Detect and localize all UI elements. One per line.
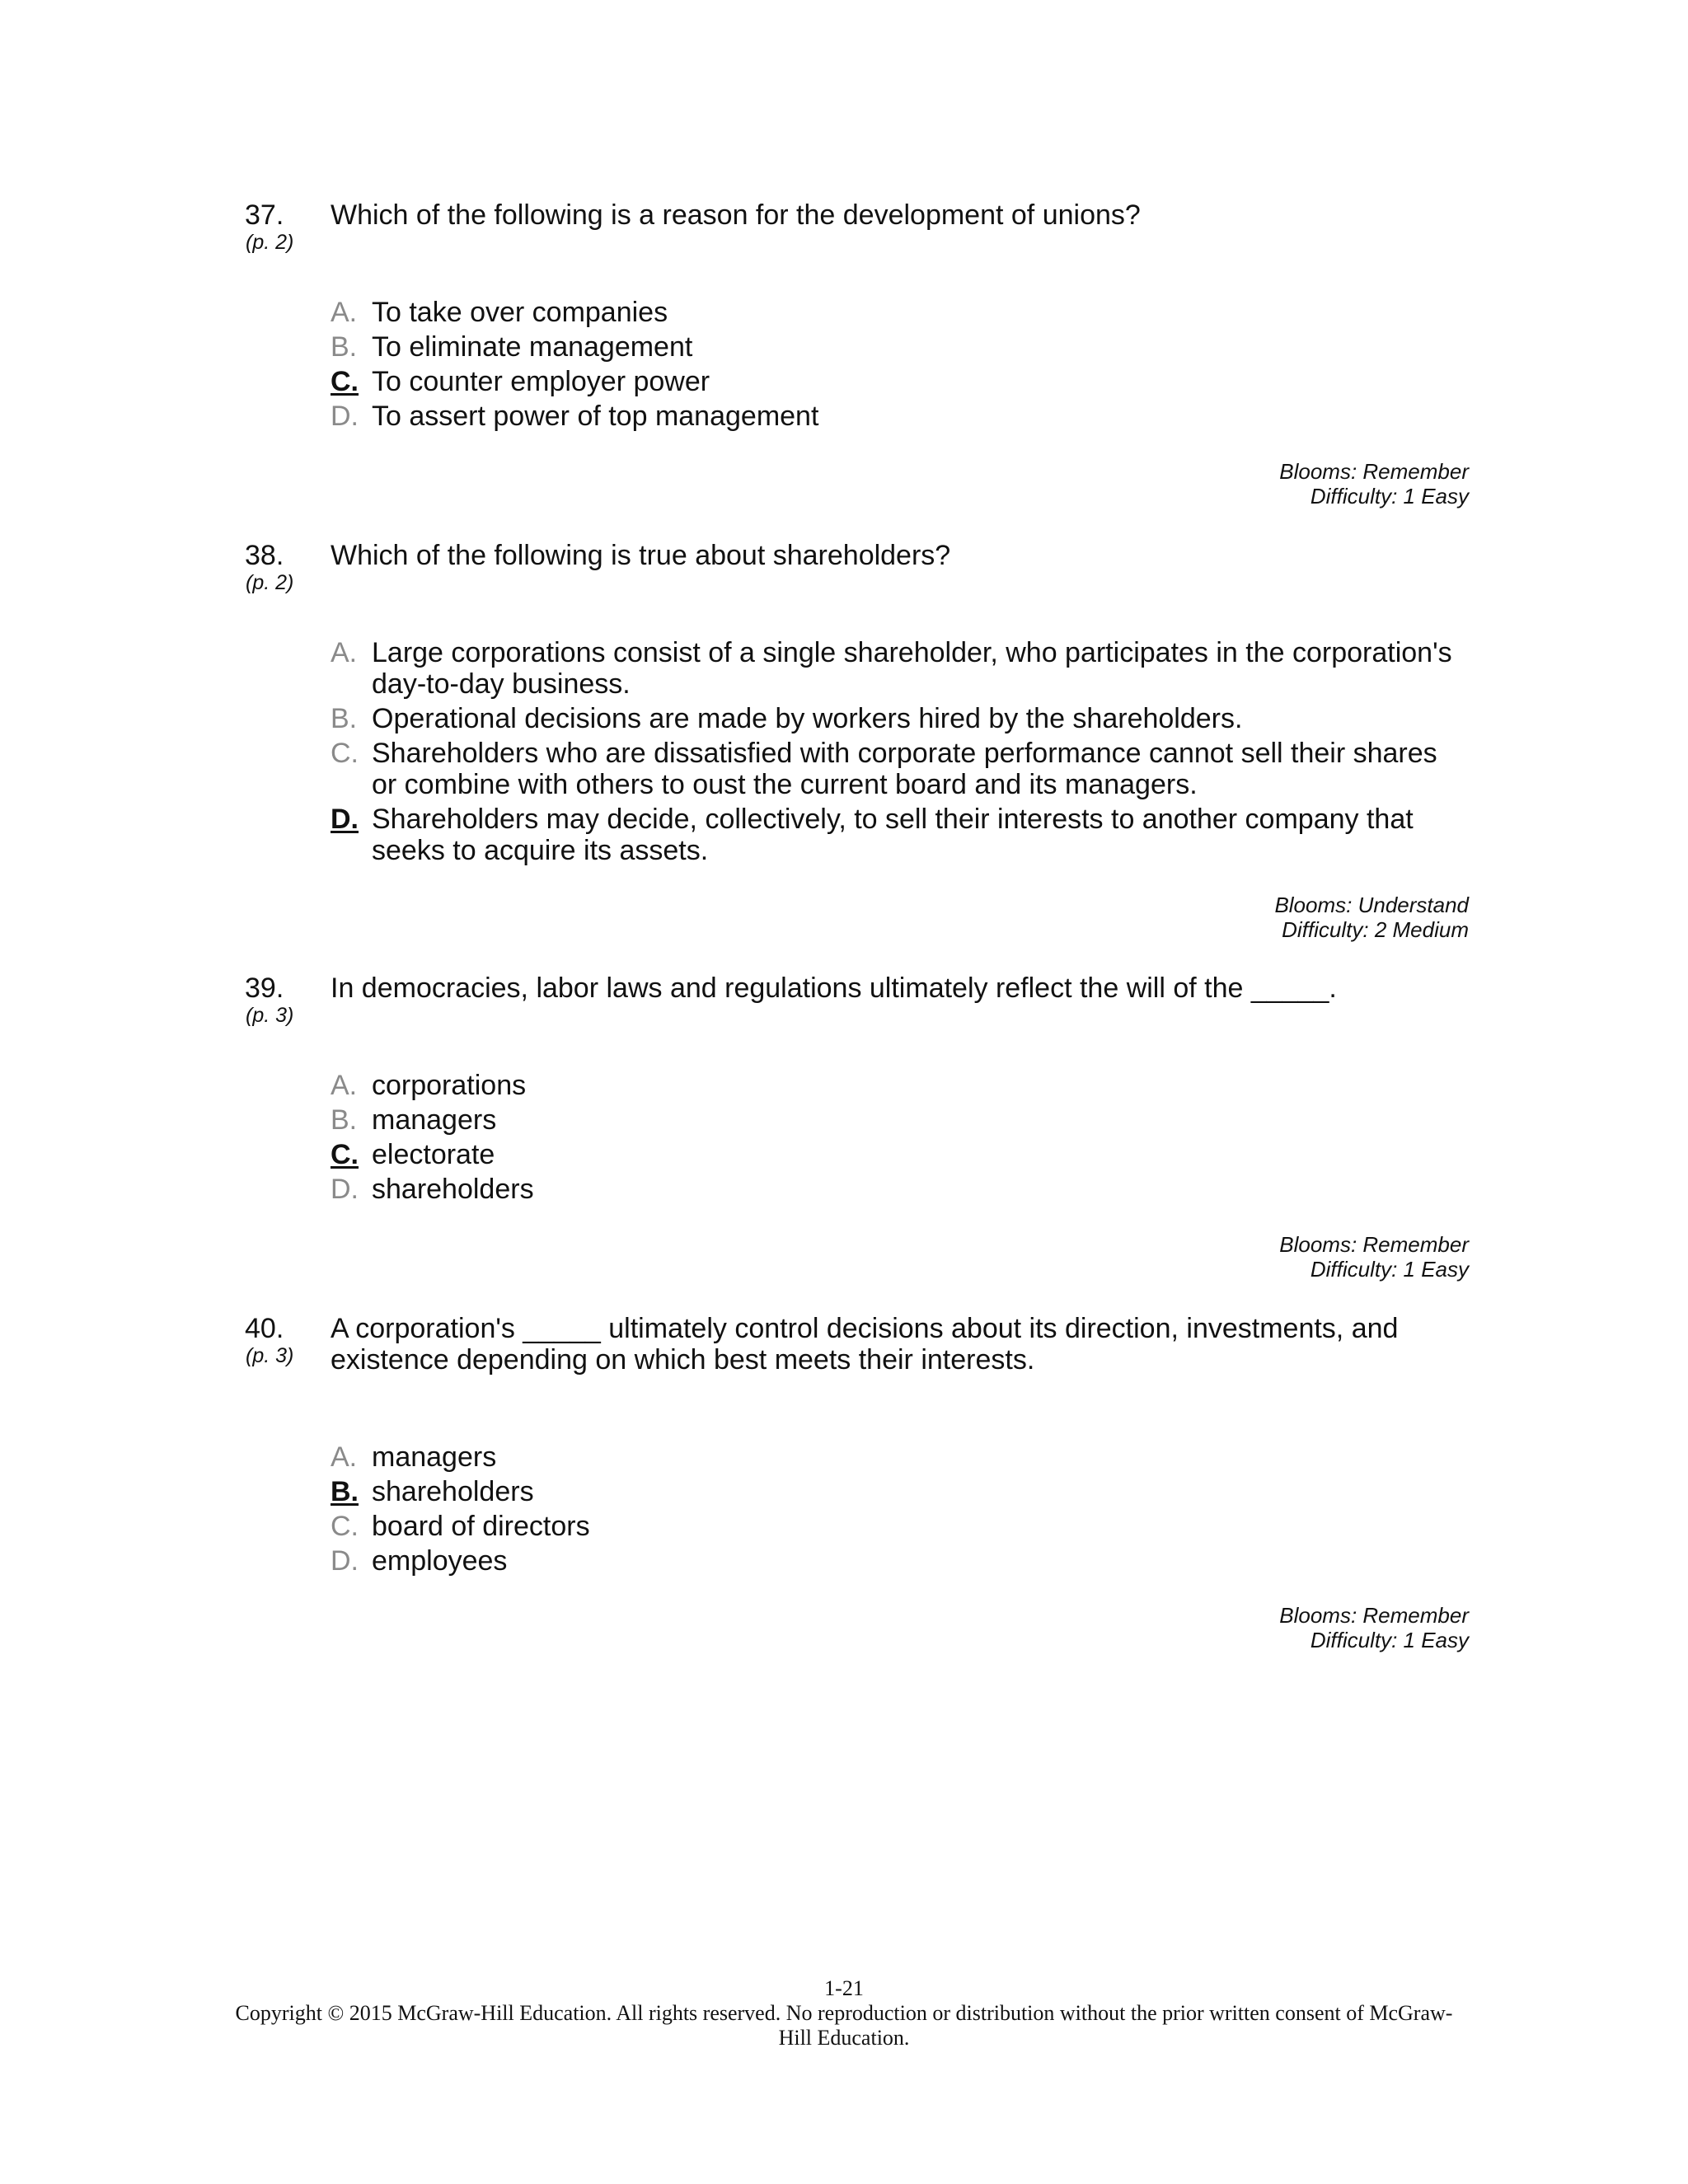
page-reference: (p. 3) <box>246 1004 294 1027</box>
difficulty-level: Difficulty: 2 Medium <box>1282 917 1469 942</box>
option-letter: B. <box>331 331 358 363</box>
question-number: 40. <box>245 1313 284 1344</box>
option-b <box>331 703 1469 734</box>
option-a <box>331 297 1469 328</box>
option-text: shareholders <box>372 1174 534 1205</box>
option-text: shareholders <box>372 1476 534 1507</box>
option-text: Operational decisions are made by workers hired by the shareholders. <box>372 703 1243 734</box>
question-text: In democracies, labor laws and regulations ultimately reflect the will of the _____. <box>331 972 1337 1004</box>
option-letter: D. <box>331 1545 359 1577</box>
option-text: employees <box>372 1545 508 1577</box>
question-metadata <box>1279 459 1469 509</box>
question-metadata <box>1274 893 1469 942</box>
correct-option-letter: B. <box>331 1476 359 1507</box>
correct-option-letter: C. <box>331 1139 359 1170</box>
option-text: corporations <box>372 1070 527 1101</box>
difficulty-level: Difficulty: 1 Easy <box>1310 1628 1469 1652</box>
question-39 <box>245 972 1469 1286</box>
option-letter: A. <box>331 1070 358 1101</box>
option-d <box>331 1545 1469 1577</box>
question-37 <box>245 199 1469 513</box>
option-c <box>331 366 1469 397</box>
option-d <box>331 1174 1469 1205</box>
option-a <box>331 637 1469 700</box>
option-text: Shareholders may decide, collectively, to sell their interests to another company that seeks to acquire its assets. <box>372 804 1414 866</box>
question-text: Which of the following is a reason for the development of unions? <box>331 199 1141 231</box>
option-letter: D. <box>331 1174 359 1205</box>
answer-options <box>331 1070 1469 1208</box>
question-number: 37. <box>245 199 284 231</box>
page-number: 1-21 <box>824 1976 864 2000</box>
option-text: Shareholders who are dissatisfied with corporate performance cannot sell their shares or combine with others to oust the current board and its managers. <box>372 738 1437 800</box>
question-38 <box>245 540 1469 952</box>
option-letter: C. <box>331 1511 359 1542</box>
option-d <box>331 804 1469 866</box>
blooms-level: Blooms: Remember <box>1279 459 1469 484</box>
blooms-level: Blooms: Remember <box>1279 1603 1469 1628</box>
page-reference: (p. 3) <box>246 1344 294 1367</box>
option-letter: B. <box>331 1104 358 1136</box>
question-40 <box>245 1313 1469 1667</box>
option-d <box>331 401 1469 432</box>
option-text: To assert power of top management <box>372 401 819 432</box>
option-c <box>331 1139 1469 1170</box>
question-number: 38. <box>245 540 284 571</box>
option-b <box>331 1104 1469 1136</box>
page-reference: (p. 2) <box>246 231 294 254</box>
answer-options <box>331 1441 1469 1580</box>
correct-option-letter: C. <box>331 366 359 397</box>
option-text: To counter employer power <box>372 366 710 397</box>
blooms-level: Blooms: Remember <box>1279 1232 1469 1257</box>
question-text: Which of the following is true about shareholders? <box>331 540 951 571</box>
option-text: Large corporations consist of a single shareholder, who participates in the corporation's day-to-day business. <box>372 637 1452 700</box>
question-metadata <box>1279 1603 1469 1652</box>
option-text: To eliminate management <box>372 331 693 363</box>
difficulty-level: Difficulty: 1 Easy <box>1310 1257 1469 1282</box>
question-text: A corporation's _____ ultimately control decisions about its direction, investments, and existence depending on which best meets their interests. <box>331 1313 1399 1376</box>
option-text: electorate <box>372 1139 495 1170</box>
blooms-level: Blooms: Understand <box>1274 893 1469 917</box>
page-reference: (p. 2) <box>246 571 294 594</box>
difficulty-level: Difficulty: 1 Easy <box>1310 484 1469 509</box>
option-text: managers <box>372 1441 497 1473</box>
option-letter: C. <box>331 738 359 769</box>
option-letter: A. <box>331 1441 358 1473</box>
option-letter: A. <box>331 637 358 668</box>
option-c <box>331 1511 1469 1542</box>
option-a <box>331 1070 1469 1101</box>
answer-options <box>331 637 1469 869</box>
answer-options <box>331 297 1469 435</box>
option-letter: B. <box>331 703 358 734</box>
question-number: 39. <box>245 972 284 1004</box>
question-metadata <box>1279 1232 1469 1282</box>
option-a <box>331 1441 1469 1473</box>
option-letter: A. <box>331 297 358 328</box>
option-letter: D. <box>331 401 359 432</box>
option-text: board of directors <box>372 1511 590 1542</box>
option-b <box>331 331 1469 363</box>
page-footer <box>0 1976 1688 2050</box>
option-text: managers <box>372 1104 497 1136</box>
correct-option-letter: D. <box>331 804 359 835</box>
copyright-notice: Copyright © 2015 McGraw-Hill Education. All rights reserved. No reproduction or distribution without the prior written consent of McGraw-Hill Education. <box>235 2001 1453 2050</box>
option-c <box>331 738 1469 800</box>
option-text: To take over companies <box>372 297 668 328</box>
option-b <box>331 1476 1469 1507</box>
